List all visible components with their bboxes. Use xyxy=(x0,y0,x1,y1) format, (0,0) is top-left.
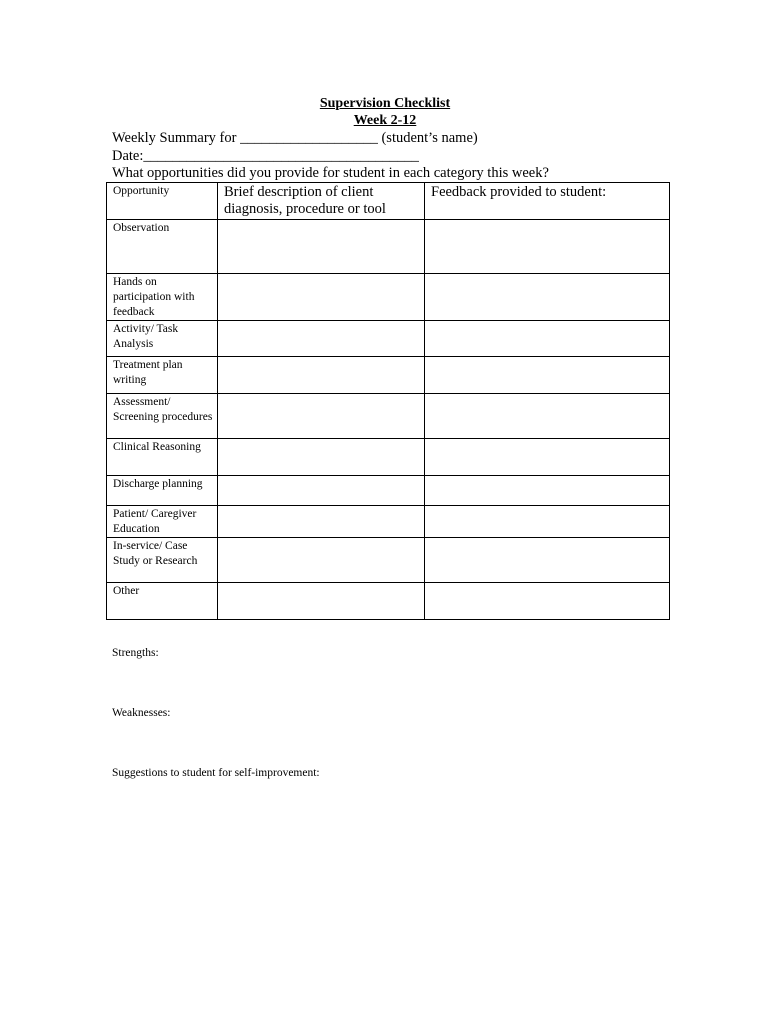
opportunity-table xyxy=(106,182,670,620)
table-row xyxy=(107,439,670,476)
weekly-summary-line: Weekly Summary for ___________________ (student’s name) xyxy=(112,130,478,146)
row-label-activity-task: Activity/ Task Analysis xyxy=(107,321,218,357)
description-cell[interactable] xyxy=(218,439,425,476)
description-cell[interactable] xyxy=(218,394,425,439)
header-opportunity: Opportunity xyxy=(107,183,218,220)
table-row xyxy=(107,274,670,321)
feedback-cell[interactable] xyxy=(425,538,670,583)
table-row xyxy=(107,220,670,274)
header-description: Brief description of client diagnosis, procedure or tool xyxy=(218,183,425,220)
table-row xyxy=(107,506,670,538)
date-line: Date:______________________________________ xyxy=(112,148,419,164)
description-cell[interactable] xyxy=(218,583,425,620)
row-label-other: Other xyxy=(107,583,218,620)
table-row xyxy=(107,394,670,439)
strengths-label: Strengths: xyxy=(112,647,159,659)
document-title: Supervision Checklist xyxy=(319,96,451,111)
document-subtitle: Week 2-12 xyxy=(353,113,417,128)
row-label-assessment: Assessment/ Screening procedures xyxy=(107,394,218,439)
description-cell[interactable] xyxy=(218,357,425,394)
feedback-cell[interactable] xyxy=(425,274,670,321)
description-cell[interactable] xyxy=(218,476,425,506)
description-cell[interactable] xyxy=(218,220,425,274)
feedback-cell[interactable] xyxy=(425,357,670,394)
table-row xyxy=(107,321,670,357)
row-label-patient-education: Patient/ Caregiver Education xyxy=(107,506,218,538)
table-header-row xyxy=(107,183,670,220)
row-label-clinical-reasoning: Clinical Reasoning xyxy=(107,439,218,476)
description-cell[interactable] xyxy=(218,538,425,583)
description-cell[interactable] xyxy=(218,506,425,538)
table-row xyxy=(107,476,670,506)
row-label-treatment-plan: Treatment plan writing xyxy=(107,357,218,394)
feedback-cell[interactable] xyxy=(425,506,670,538)
feedback-cell[interactable] xyxy=(425,321,670,357)
feedback-cell[interactable] xyxy=(425,394,670,439)
feedback-cell[interactable] xyxy=(425,439,670,476)
question-line: What opportunities did you provide for student in each category this week? xyxy=(112,165,549,181)
description-cell[interactable] xyxy=(218,274,425,321)
feedback-cell[interactable] xyxy=(425,220,670,274)
description-cell[interactable] xyxy=(218,321,425,357)
row-label-in-service: In-service/ Case Study or Research xyxy=(107,538,218,583)
row-label-discharge: Discharge planning xyxy=(107,476,218,506)
feedback-cell[interactable] xyxy=(425,583,670,620)
table-row xyxy=(107,538,670,583)
table-row xyxy=(107,583,670,620)
header-feedback: Feedback provided to student: xyxy=(425,183,670,220)
row-label-observation: Observation xyxy=(107,220,218,274)
feedback-cell[interactable] xyxy=(425,476,670,506)
row-label-hands-on: Hands on participation with feedback xyxy=(107,274,218,321)
suggestions-label: Suggestions to student for self-improvement: xyxy=(112,767,320,779)
weaknesses-label: Weaknesses: xyxy=(112,707,171,719)
table-row xyxy=(107,357,670,394)
